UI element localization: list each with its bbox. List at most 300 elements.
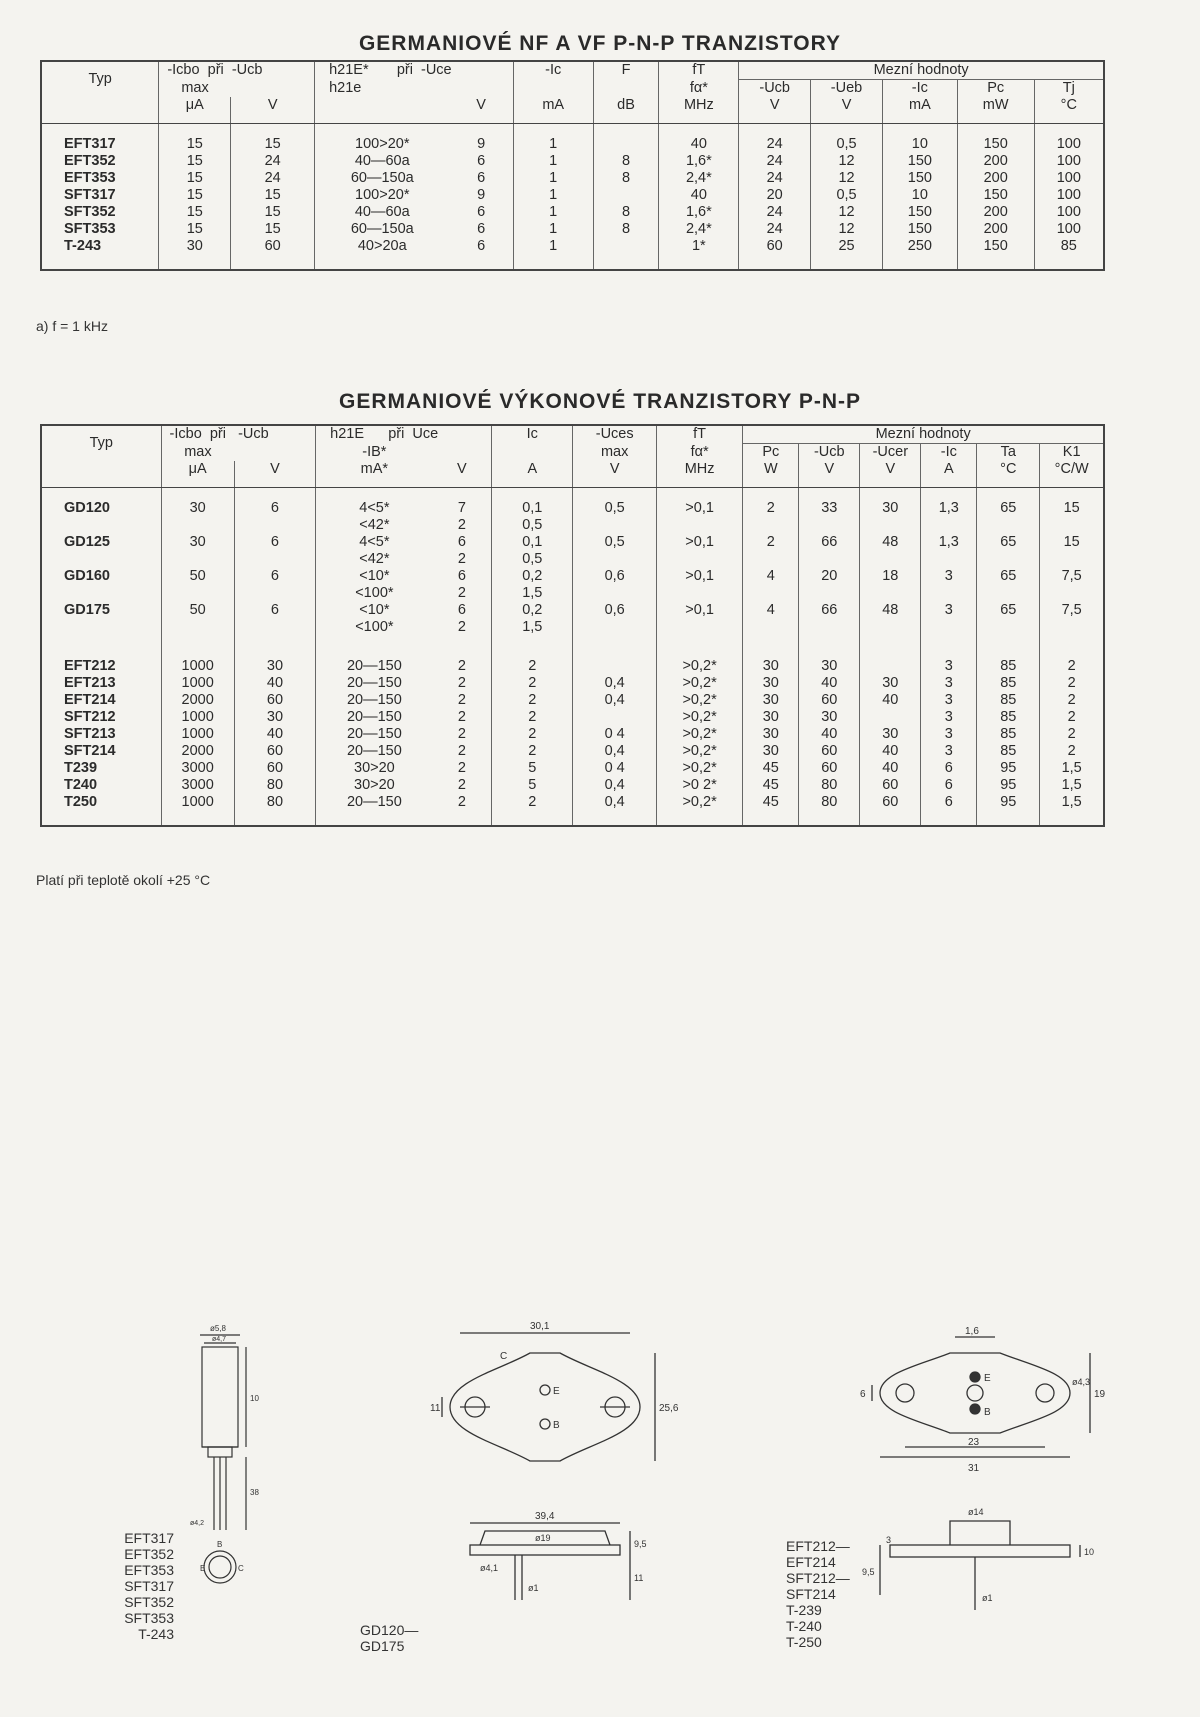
table-cell: 30>20 xyxy=(316,760,433,777)
table-row xyxy=(41,568,1104,602)
table-cell: 0,2 1,5 xyxy=(492,568,573,602)
table-cell: 65 xyxy=(977,488,1040,535)
table-cell: 40 xyxy=(659,187,739,204)
table-cell: 6 xyxy=(477,170,486,186)
table-cell: <10* <100* xyxy=(316,602,433,636)
table-cell: 6 xyxy=(234,602,315,636)
unit-cell: μA xyxy=(159,97,231,124)
table-cell: 6 2 xyxy=(457,602,466,635)
label: GD175 xyxy=(360,1638,405,1654)
table-cell: 30 xyxy=(234,636,315,675)
table-cell: 30 xyxy=(799,636,860,675)
table-cell: 0 4 xyxy=(573,726,656,743)
table-cell: 45 xyxy=(743,777,799,794)
table-cell: 1,5 xyxy=(1040,760,1104,777)
table-cell: 60 xyxy=(799,692,860,709)
table-cell: 6 xyxy=(449,238,513,270)
dim-label: 39,4 xyxy=(535,1511,555,1522)
table-cell: 1 xyxy=(513,204,593,221)
can-body xyxy=(202,1347,238,1447)
table-row xyxy=(41,709,1104,726)
unit-cell: °C xyxy=(1034,97,1104,124)
table-cell: 5 xyxy=(492,777,573,794)
table-cell: 20—150 xyxy=(316,794,433,826)
table-cell: 15 xyxy=(231,204,315,221)
table-cell: 100 xyxy=(1034,170,1104,187)
header-fa: fα* xyxy=(659,80,739,98)
label: EFT352 xyxy=(124,1546,174,1562)
cell-type: GD175 xyxy=(41,602,161,636)
table-cell: 48 xyxy=(860,602,921,636)
label: EFT214 xyxy=(786,1554,836,1570)
label: SFT352 xyxy=(124,1594,174,1610)
dim-label: 6 xyxy=(860,1389,866,1400)
table-cell: 6 xyxy=(234,534,315,568)
flange-side xyxy=(890,1545,1070,1557)
unit-cell: V xyxy=(799,461,860,488)
table-cell: 65 xyxy=(977,568,1040,602)
table-cell: 1000 xyxy=(161,726,234,743)
table-cell: 2 xyxy=(1040,709,1104,726)
table-cell: 60 xyxy=(234,760,315,777)
pin-label: E xyxy=(200,1564,206,1573)
table-cell: 6 xyxy=(921,777,977,794)
header-ft: fT xyxy=(659,61,739,80)
table-cell: 4<5* <42* xyxy=(316,488,433,535)
label: EFT317 xyxy=(124,1530,174,1546)
header-uce: Uce xyxy=(412,426,439,442)
cell-type: SFT213 xyxy=(41,726,161,743)
table-cell: 15 xyxy=(159,124,231,154)
header-uce: -Uce xyxy=(421,62,452,78)
table-cell xyxy=(860,636,921,675)
label: SFT212— xyxy=(786,1570,850,1586)
table-cell: 3 xyxy=(921,636,977,675)
table-cell: 0,6 xyxy=(573,568,656,602)
dim-label: 38 xyxy=(250,1488,259,1497)
unit-cell: W xyxy=(743,461,799,488)
table-cell: 12 xyxy=(811,204,883,221)
table-cell: 15 xyxy=(159,187,231,204)
cell-type: EFT352 xyxy=(41,153,159,170)
table-cell: 24 xyxy=(231,153,315,170)
unit-cell: mW xyxy=(957,97,1034,124)
table-cell: 20 xyxy=(799,568,860,602)
unit-cell: V xyxy=(231,97,315,124)
table-cell: 0,5 xyxy=(811,187,883,204)
cell-type: SFT317 xyxy=(41,187,159,204)
table-cell: 85 xyxy=(977,636,1040,675)
table-cell: 24 xyxy=(739,170,811,187)
table-cell: 150 xyxy=(882,153,957,170)
unit-cell: V xyxy=(573,461,656,488)
cell-type: T239 xyxy=(41,760,161,777)
unit-cell: V xyxy=(739,97,811,124)
label: EFT353 xyxy=(124,1562,174,1578)
flange-outline xyxy=(880,1353,1070,1433)
table-cell: 6 2 xyxy=(457,534,466,567)
header-m-k1: K1 xyxy=(1040,444,1104,462)
table-cell: 12 xyxy=(811,221,883,238)
dim-label: ø19 xyxy=(535,1533,551,1543)
label: SFT353 xyxy=(124,1610,174,1626)
table-cell: 85 xyxy=(977,675,1040,692)
table-cell: 200 xyxy=(957,204,1034,221)
table-cell: 100 xyxy=(1034,187,1104,204)
table-cell: <10* <100* xyxy=(316,568,433,602)
table-cell: 80 xyxy=(234,777,315,794)
table-cell: 1,5 xyxy=(1040,794,1104,826)
label: T-240 xyxy=(786,1618,822,1634)
table-cell: 30>20 xyxy=(316,777,433,794)
table-row xyxy=(41,602,1104,636)
table-cell: 3000 xyxy=(161,760,234,777)
header-m-ueb: -Ueb xyxy=(811,80,883,98)
table-cell: 40—60a xyxy=(315,204,450,221)
table-cell: 50 xyxy=(161,602,234,636)
table-cell: 8 xyxy=(593,204,659,221)
label: T-239 xyxy=(786,1602,822,1618)
table-cell: 6 xyxy=(234,488,315,535)
table-cell: 2 xyxy=(492,675,573,692)
table-cell: 24 xyxy=(231,170,315,187)
table-row xyxy=(41,794,1104,826)
table-cell: 3 xyxy=(921,602,977,636)
can-base xyxy=(208,1447,232,1457)
table-cell: 150 xyxy=(882,170,957,187)
mount-hole xyxy=(896,1384,914,1402)
pin-label: B xyxy=(984,1407,991,1418)
table-cell: 2 xyxy=(1040,636,1104,675)
table-cell: 100 xyxy=(1034,124,1104,154)
table-cell: 0,5 xyxy=(573,488,656,535)
table-cell: >0 2* xyxy=(656,777,742,794)
cell-type: EFT353 xyxy=(41,170,159,187)
pin-e xyxy=(970,1372,980,1382)
table-cell: >0,2* xyxy=(656,794,742,826)
dim-label: 1,6 xyxy=(965,1326,979,1337)
table-cell: 85 xyxy=(977,692,1040,709)
table1-footnote: a) f = 1 kHz xyxy=(36,318,108,334)
unit-cell: MHz xyxy=(659,97,739,124)
table-cell: 4<5* <42* xyxy=(316,534,433,568)
table-cell: 60 xyxy=(234,743,315,760)
dim-label: 19 xyxy=(1094,1389,1106,1400)
header-icbo xyxy=(159,61,315,80)
table-cell: 150 xyxy=(957,187,1034,204)
table-cell: 100 xyxy=(1034,221,1104,238)
table-cell: >0,2* xyxy=(656,636,742,675)
drawing-gd-transistor xyxy=(430,1315,700,1645)
table-cell: 3 xyxy=(921,709,977,726)
table-cell: >0,2* xyxy=(656,743,742,760)
table-cell: 40 xyxy=(860,743,921,760)
table-cell: 100 xyxy=(1034,204,1104,221)
label: T-250 xyxy=(786,1634,822,1650)
table-cell: 30 xyxy=(743,675,799,692)
header-f: F xyxy=(593,61,659,80)
dim-label: 9,5 xyxy=(634,1539,647,1549)
table-cell: 85 xyxy=(977,709,1040,726)
table-cell: 3 xyxy=(921,675,977,692)
table-cell: 2 xyxy=(743,488,799,535)
table-cell: 30 xyxy=(161,534,234,568)
table-cell: 2,4* xyxy=(659,170,739,187)
table-cell: 40 xyxy=(234,726,315,743)
table-cell: 150 xyxy=(957,124,1034,154)
table-cell: 30 xyxy=(159,238,231,270)
table-cell: 20—150 xyxy=(316,709,433,726)
unit-cell: V xyxy=(811,97,883,124)
table-cell: >0,1 xyxy=(656,488,742,535)
table-cell: 2 xyxy=(457,760,466,776)
table-cell: 2000 xyxy=(161,692,234,709)
table-cell: 0,4 xyxy=(573,777,656,794)
table-cell: 9 xyxy=(477,136,486,152)
header-mezni: Mezní hodnoty xyxy=(743,425,1104,444)
table-cell: 2 xyxy=(492,692,573,709)
table-cell: 3000 xyxy=(161,777,234,794)
cap-outline xyxy=(950,1521,1010,1545)
unit-cell: A xyxy=(492,461,573,488)
label: SFT214 xyxy=(786,1586,836,1602)
pin-label: E xyxy=(984,1373,991,1384)
cell-type: EFT317 xyxy=(41,124,159,154)
table-cell: 24 xyxy=(739,153,811,170)
table-cell: 30 xyxy=(743,636,799,675)
table2-footnote: Platí při teplotě okolí +25 °C xyxy=(36,872,211,888)
table-cell: 2 xyxy=(492,726,573,743)
table-cell: 45 xyxy=(743,760,799,777)
table-cell: 2 xyxy=(457,675,466,691)
header-pri2: při xyxy=(388,426,405,442)
table-cell: 2,4* xyxy=(659,221,739,238)
header-icbo xyxy=(161,425,316,444)
dim-label: ø4,1 xyxy=(480,1563,499,1573)
table-cell: 30 xyxy=(860,726,921,743)
table-cell: 40 xyxy=(860,692,921,709)
table-cell: 1,3 xyxy=(921,488,977,535)
gd-labels xyxy=(360,1622,418,1654)
cell-type: GD125 xyxy=(41,534,161,568)
table-cell: 7,5 xyxy=(1040,602,1104,636)
table-cell: 2 xyxy=(457,709,466,725)
table-cell: 12 xyxy=(811,153,883,170)
header-fa: fα* xyxy=(656,444,742,462)
table-cell: 3 xyxy=(921,743,977,760)
table-cell: 6 xyxy=(234,568,315,602)
table-cell: 6 xyxy=(477,221,486,237)
table-cell: 7,5 xyxy=(1040,568,1104,602)
table-cell: 80 xyxy=(799,777,860,794)
table-cell: 15 xyxy=(231,124,315,154)
header-m-pc: Pc xyxy=(743,444,799,462)
unit-cell: dB xyxy=(593,97,659,124)
table-cell: 2 xyxy=(1040,726,1104,743)
header-m-pc: Pc xyxy=(957,80,1034,98)
table-cell: 0,1 0,5 xyxy=(492,534,573,568)
table-row xyxy=(41,204,1104,221)
header-ft: fT xyxy=(656,425,742,444)
header-m-ic: -Ic xyxy=(882,80,957,98)
header-h21 xyxy=(315,61,514,80)
table-cell: 15 xyxy=(159,170,231,187)
table-cell: 1 xyxy=(513,187,593,204)
dim-label: 23 xyxy=(968,1437,980,1448)
table-cell: 60 xyxy=(231,238,315,270)
table-cell: 40>20a xyxy=(315,238,450,270)
table-cell: 2 xyxy=(457,743,466,759)
table-cell: 10 xyxy=(882,124,957,154)
table-cell: 95 xyxy=(977,777,1040,794)
table-row xyxy=(41,488,1104,535)
dim-label: ø4,7 xyxy=(212,1336,227,1343)
unit-cell: V xyxy=(449,97,513,124)
table-cell: 6 xyxy=(921,794,977,826)
table-cell: >0,2* xyxy=(656,675,742,692)
dim-label: 11 xyxy=(430,1403,441,1414)
table-row xyxy=(41,692,1104,709)
table-cell: 60—150a xyxy=(315,221,450,238)
dim-label: 25,6 xyxy=(659,1403,679,1414)
unit-cell: mA xyxy=(882,97,957,124)
table-cell: 9 xyxy=(477,187,486,203)
table-cell: 100>20* xyxy=(315,124,450,154)
table-cell: 200 xyxy=(957,221,1034,238)
table-cell: 25 xyxy=(811,238,883,270)
table-cell: 60—150a xyxy=(315,170,450,187)
table-cell: 2 xyxy=(433,794,492,826)
dim-label: ø5,8 xyxy=(210,1324,227,1333)
dim-label: ø4,2 xyxy=(190,1520,205,1527)
mount-hole xyxy=(1036,1384,1054,1402)
table-cell: 100 xyxy=(1034,153,1104,170)
table-cell: 100>20* xyxy=(315,187,450,204)
table-cell: 2 xyxy=(492,636,573,675)
table-cell: 0,5 xyxy=(811,124,883,154)
dim-label: C xyxy=(500,1351,508,1362)
table-cell: 30 xyxy=(743,709,799,726)
table-cell: 33 xyxy=(799,488,860,535)
dim-label: ø1 xyxy=(528,1583,539,1593)
table-row xyxy=(41,534,1104,568)
table-cell: 8 xyxy=(593,221,659,238)
table-cell xyxy=(573,709,656,726)
table-cell: 10 xyxy=(882,187,957,204)
table-cell: 85 xyxy=(977,743,1040,760)
pin-label: E xyxy=(553,1386,560,1397)
header-pri: při xyxy=(209,426,226,442)
table-cell: 2 xyxy=(457,692,466,708)
table-cell xyxy=(593,187,659,204)
table-cell: 250 xyxy=(882,238,957,270)
header-icbo-label: -Icbo xyxy=(169,426,202,442)
table-cell: 1000 xyxy=(161,675,234,692)
center-hole xyxy=(967,1385,983,1401)
table2-units-row xyxy=(41,461,1104,488)
header-uces-max: max xyxy=(573,444,656,462)
table-cell: >0,2* xyxy=(656,726,742,743)
dim-label: ø14 xyxy=(968,1507,984,1517)
header-pri: při xyxy=(207,62,224,78)
table-cell: 6 2 xyxy=(457,568,466,601)
table-cell: 40 xyxy=(860,760,921,777)
table-row xyxy=(41,170,1104,187)
cell-type: GD160 xyxy=(41,568,161,602)
header-mezni: Mezní hodnoty xyxy=(739,61,1104,80)
label: SFT317 xyxy=(124,1578,174,1594)
table-cell: 1000 xyxy=(161,709,234,726)
header-ucb: -Ucb xyxy=(231,62,263,78)
cell-type: T240 xyxy=(41,777,161,794)
table-cell: 2 xyxy=(1040,743,1104,760)
table2-body xyxy=(41,488,1104,827)
table2 xyxy=(40,424,1105,827)
header-ic: Ic xyxy=(492,425,573,444)
table-cell: 2 xyxy=(457,777,466,793)
unit-cell: V xyxy=(860,461,921,488)
table-cell: 3 xyxy=(921,568,977,602)
dim-label: 9,5 xyxy=(862,1567,875,1577)
table-cell: >0,2* xyxy=(656,692,742,709)
drawing-small-transistor xyxy=(190,1315,290,1605)
table-row xyxy=(41,124,1104,154)
table-cell: 1 xyxy=(513,153,593,170)
pin-label: B xyxy=(553,1420,560,1431)
dim-label: 30,1 xyxy=(530,1321,550,1332)
header-m-ucb: -Ucb xyxy=(799,444,860,462)
table-cell: 1,6* xyxy=(659,153,739,170)
table1-units-row xyxy=(41,97,1104,124)
table-cell: 48 xyxy=(860,534,921,568)
header-max: max xyxy=(161,444,234,462)
table2-title: GERMANIOVÉ VÝKONOVÉ TRANZISTORY P-N-P xyxy=(339,390,861,413)
table-cell: 3 xyxy=(921,692,977,709)
table-cell: 2 xyxy=(457,658,466,674)
table-cell: 2 xyxy=(492,743,573,760)
table-cell: 1,3 xyxy=(921,534,977,568)
table-cell: 65 xyxy=(977,534,1040,568)
table-row xyxy=(41,777,1104,794)
unit-cell: V xyxy=(234,461,315,488)
table-cell: 1 xyxy=(513,170,593,187)
table-cell: 40 xyxy=(659,124,739,154)
table-cell: 60 xyxy=(860,794,921,826)
table-cell: 30 xyxy=(743,692,799,709)
table-cell: 0,4 xyxy=(573,794,656,826)
table-cell: 20—150 xyxy=(316,636,433,675)
table-cell xyxy=(860,709,921,726)
table-cell: 20—150 xyxy=(316,726,433,743)
unit-cell: V xyxy=(433,461,492,488)
cell-type: SFT352 xyxy=(41,204,159,221)
table-cell: 8 xyxy=(593,153,659,170)
dim-label: 10 xyxy=(1084,1547,1095,1557)
header-icbo-label: -Icbo xyxy=(167,62,200,78)
table-cell: 20—150 xyxy=(316,675,433,692)
pin-b xyxy=(970,1404,980,1414)
dim-label: 11 xyxy=(634,1573,644,1583)
table-cell: 24 xyxy=(739,221,811,238)
dim-label: 10 xyxy=(250,1394,259,1403)
table-cell: 15 xyxy=(159,221,231,238)
cell-type: EFT212 xyxy=(41,636,161,675)
table-cell: 60 xyxy=(860,777,921,794)
table-cell: 18 xyxy=(860,568,921,602)
table-cell: >0,1 xyxy=(656,602,742,636)
table1-body xyxy=(41,124,1104,271)
table-cell xyxy=(593,238,659,270)
